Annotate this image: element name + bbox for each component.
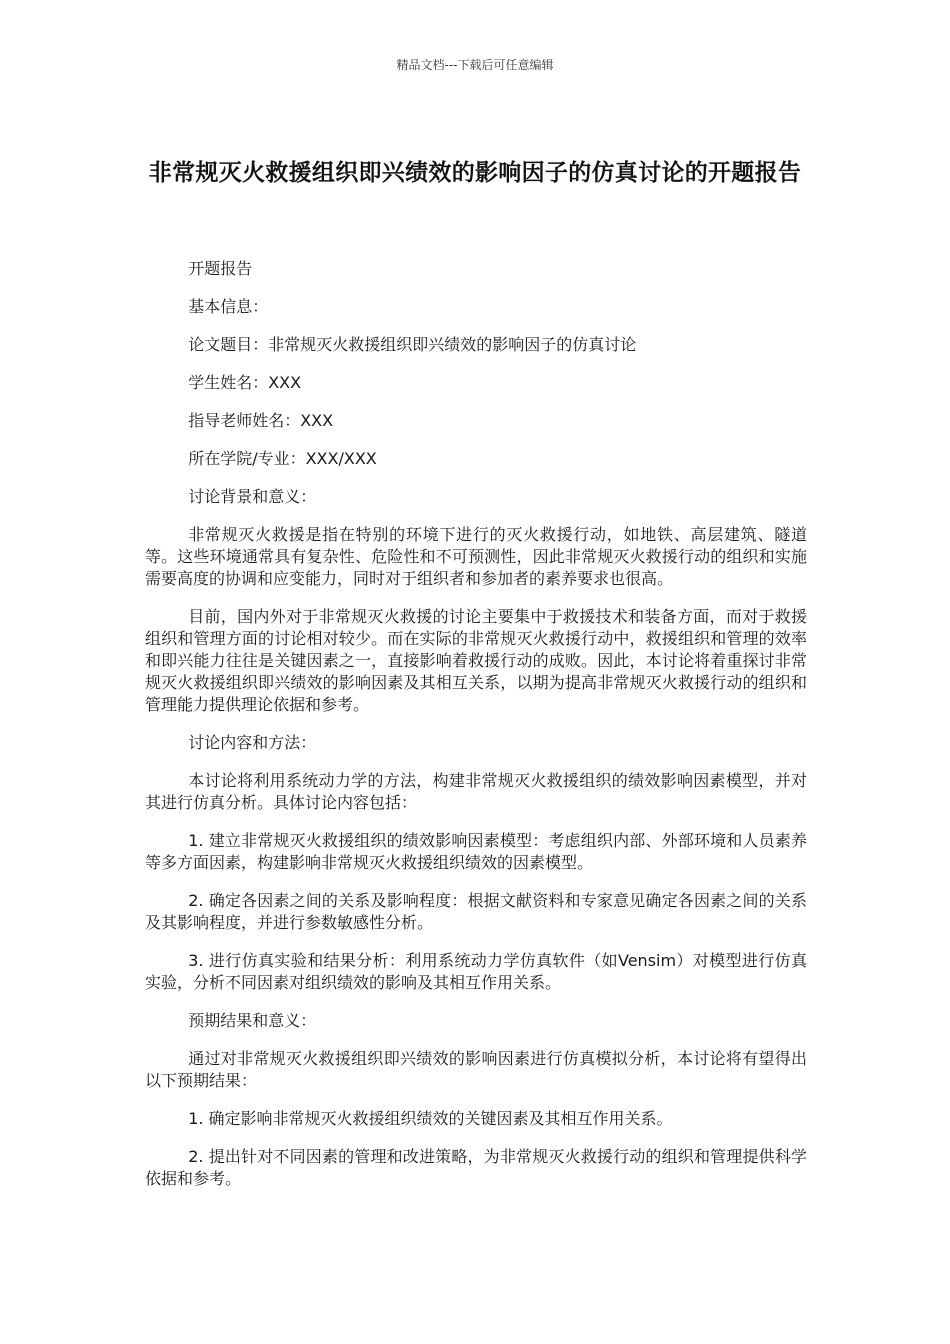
paragraph-result-item-2: 2. 提出针对不同因素的管理和改进策略，为非常规灭火救援行动的组织和管理提供科学依据和参考。: [145, 1147, 807, 1188]
heading-content-method: 讨论内容和方法：: [188, 733, 317, 752]
heading-expected-results: 预期结果和意义：: [188, 1011, 317, 1030]
paragraph-background-2: 目前，国内外对于非常规灭火救援的讨论主要集中于救援技术和装备方面，而对于救援组织和管理方面的讨论相对较少。而在实际的非常规灭火救援行动中，救援组织和管理的效率和即兴能力往往是关键因素之一，直接影响着救援行动的成败。因此，本讨论将着重探讨非常规灭火救援组织即兴绩效的影响因素及其相互关系，以期为提高非常规灭火救援行动的组织和管理能力提供理论依据和参考。: [145, 607, 807, 714]
paragraph-method-item-3: 3. 进行仿真实验和结果分析：利用系统动力学仿真软件（如Vensim）对模型进行仿真实验，分析不同因素对组织绩效的影响及其相互作用关系。: [145, 951, 807, 992]
paragraph-results-intro: 通过对非常规灭火救援组织即兴绩效的影响因素进行仿真模拟分析，本讨论将有望得出以下预期结果：: [145, 1049, 807, 1090]
paragraph-result-item-1: 1. 确定影响非常规灭火救援组织绩效的关键因素及其相互作用关系。: [188, 1109, 673, 1128]
page-header: 精品文档---下载后可任意编辑: [396, 58, 554, 72]
paragraph-method-item-2: 2. 确定各因素之间的关系及影响程度：根据文献资料和专家意见确定各因素之间的关系及其影响程度，并进行参数敏感性分析。: [145, 891, 807, 932]
paragraph-report-label: 开题报告: [188, 259, 253, 278]
paragraph-basic-info: 基本信息：: [188, 297, 269, 316]
paragraph-method-item-1: 1. 建立非常规灭火救援组织的绩效影响因素模型：考虑组织内部、外部环境和人员素养等多方面因素，构建影响非常规灭火救援组织绩效的因素模型。: [145, 831, 807, 872]
paragraph-thesis-title: 论文题目：非常规灭火救援组织即兴绩效的影响因子的仿真讨论: [188, 335, 637, 354]
paragraph-method-intro: 本讨论将利用系统动力学的方法，构建非常规灭火救援组织的绩效影响因素模型，并对其进行仿真分析。具体讨论内容包括：: [145, 771, 807, 812]
paragraph-college-major: 所在学院/专业：XXX/XXX: [188, 449, 377, 468]
document-title: 非常规灭火救援组织即兴绩效的影响因子的仿真讨论的开题报告: [148, 160, 802, 187]
document-body: [145, 258, 807, 1206]
paragraph-student-name: 学生姓名：XXX: [188, 373, 302, 392]
paragraph-advisor-name: 指导老师姓名：XXX: [188, 411, 334, 430]
paragraph-background-1: 非常规灭火救援是指在特别的环境下进行的灭火救援行动，如地铁、高层建筑、隧道等。这些环境通常具有复杂性、危险性和不可预测性，因此非常规灭火救援行动的组织和实施需要高度的协调和应变能力，同时对于组织者和参加者的素养要求也很高。: [145, 525, 807, 588]
heading-background: 讨论背景和意义：: [188, 487, 317, 506]
